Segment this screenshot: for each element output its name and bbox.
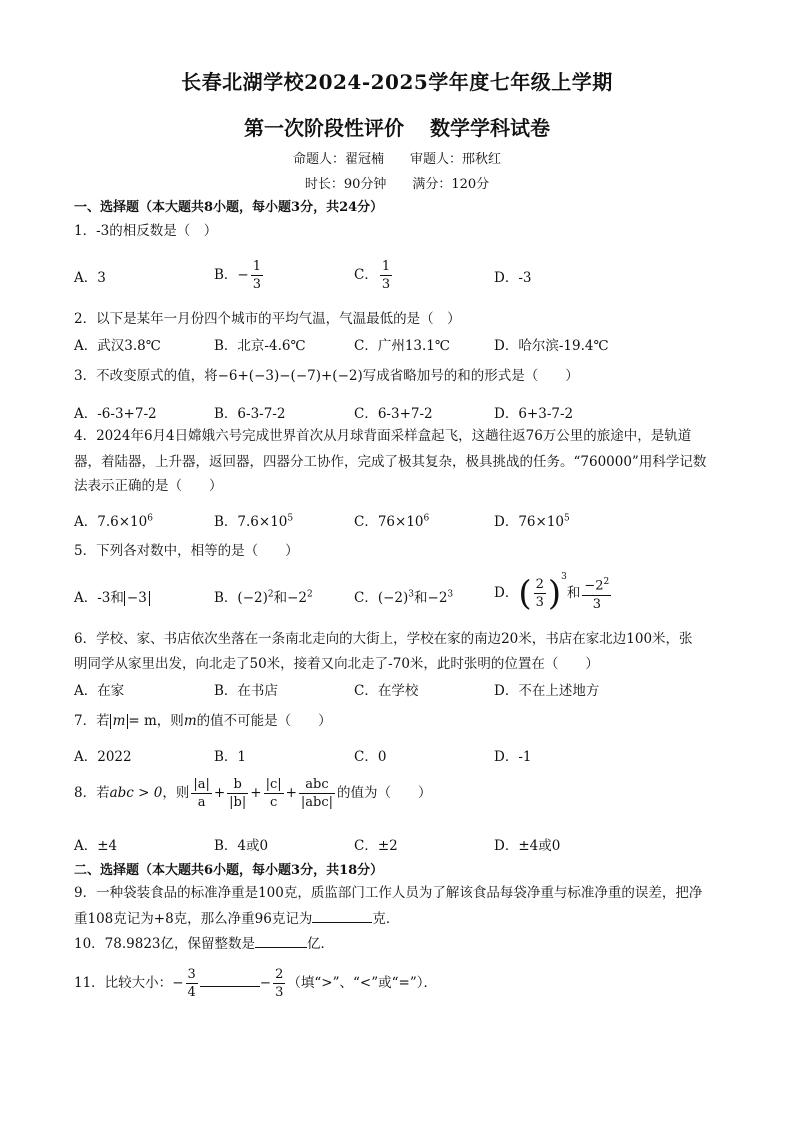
option-b: B．$(-2)^2$和$-2^2$ [214,589,313,606]
question-8-stem: 8．若abc > 0，则 $\frac{|a|}{a}$ + $\frac{b}{|b|}$ + $\frac{|c|}{c}$ + $\frac{\text{abc}}{\text{|abc|}}$ 的值为（ ） [74,777,432,810]
option-a: A．-3和 −3 [74,586,150,606]
question-9-line-2: 重108克记为+8克，那么净重96克记为 克． [74,908,734,929]
question-4-options [74,510,734,534]
question-8-options [74,834,734,858]
option-b: B．$7.6\times 10^5$ [214,513,294,530]
option-c: C．广州13.1℃ [354,338,450,354]
question-3-stem: 3．不改变原式的值，将−6+(−3)−(−7)+(−2)写成省略加号的和的形式是（ ） [74,368,579,384]
option-b: B．在书店 [214,683,278,699]
question-5-stem: 5．下列各对数中，相等的是（ ） [74,543,299,559]
question-2-options [74,334,734,358]
answer-blank[interactable] [312,908,372,923]
option-a: A．在家 [74,683,125,699]
option-b: B．− $\frac{1}{3}$ [214,259,262,292]
question-6-line-2: 明同学从家里出发，向北走了50米，接着又向北走了-70米，此时张明的位置在（ ） [74,656,599,672]
option-d: D．-1 [494,749,532,765]
option-d: D．( $\frac{2}{3}$ )$^3$和 $\frac{-2^2}{3}$ [494,572,610,614]
option-d: D．±4或0 [494,838,561,854]
option-a: A．武汉3.8℃ [74,338,161,354]
option-c: C．$(-2)^3$和$-2^3$ [354,589,454,606]
option-a: A．±4 [74,838,118,854]
option-a: A．$7.6\times 10^6$ [74,513,153,530]
question-10: 10．78.9823亿，保留整数是 亿． [74,933,734,954]
answer-blank[interactable] [200,972,260,987]
option-a: A．-6-3+7-2 [74,406,157,422]
exam-title: 长春北湖学校2024-2025学年度七年级上学期 [181,70,613,94]
subtitle-stage: 第一次阶段性评价 [244,116,404,140]
question-1-stem: 1．-3的相反数是（ ） [74,223,218,239]
answer-blank[interactable] [255,933,307,948]
question-4-line-3: 法表示正确的是（ ） [74,478,223,494]
question-3-options [74,402,734,426]
question-7-options [74,745,734,769]
reviewer: 审题人：邢秋红 [410,152,502,167]
question-2-stem: 2．以下是某年一月份四个城市的平均气温，气温最低的是（ ） [74,311,461,327]
option-d: D．$76\times 10^5$ [494,513,570,530]
option-c: C．6-3+7-2 [354,406,433,422]
question-5-options [74,572,734,618]
question-1-options [74,258,734,294]
question-9-line-1: 9．一种袋装食品的标准净重是100克，质监部门工作人员为了解该食品每袋净重与标准净重的误差，把净 [74,885,703,901]
question-11: 11．比较大小：− $\frac{3}{4}$ − $\frac{2}{3}$ （填“>”、“<”或“=”）． [74,967,437,1000]
option-a: A．3 [74,270,106,286]
expression: −6+(−3)−(−7)+(−2) [217,368,363,384]
section-2-title: 二、选择题（本大题共6小题，每小题3分，共18分） [74,863,384,878]
full-score: 满分：120分 [412,177,490,192]
option-b: B．北京-4.6℃ [214,338,306,354]
question-6-line-1: 6．学校、家、书店依次坐落在一条南北走向的大街上，学校在家的南边20米，书店在家北边100米，张 [74,631,693,647]
question-6-options [74,679,734,703]
question-4-line-2: 器，着陆器，上升器，返回器，四器分工协作，完成了极其复杂，极具挑战的任务。“760000”用科学记数 [74,454,707,470]
option-d: D．6+3-7-2 [494,406,574,422]
question-7-stem: 7．若 m = m，则m的值不可能是（ ） [74,713,332,729]
setter: 命题人：翟冠楠 [292,152,384,167]
section-1-title: 一、选择题（本大题共8小题，每小题3分，共24分） [74,200,384,215]
option-c: C．在学校 [354,683,419,699]
exam-subtitle [0,112,794,141]
option-b: B．4或0 [214,838,269,854]
option-d: D．哈尔滨-19.4℃ [494,338,609,354]
option-c: C． $\frac{1}{3}$ [354,259,391,292]
authors-line [0,148,794,167]
subtitle-subject: 数学学科试卷 [430,116,550,140]
option-d: D．-3 [494,270,532,286]
option-b: B．6-3-7-2 [214,406,286,422]
time-score-line [0,173,794,192]
option-d: D．不在上述地方 [494,683,600,699]
option-a: A．2022 [74,749,132,765]
option-b: B．1 [214,749,247,765]
option-c: C．$76\times 10^6$ [354,513,430,530]
question-4-line-1: 4．2024年6月4日嫦娥六号完成世界首次从月球背面采样盒起飞，这趟往返76万公里的旅途中，是轨道 [74,428,692,444]
duration: 时长：90分钟 [304,177,387,192]
option-c: C．±2 [354,838,398,854]
option-c: C．0 [354,749,387,765]
